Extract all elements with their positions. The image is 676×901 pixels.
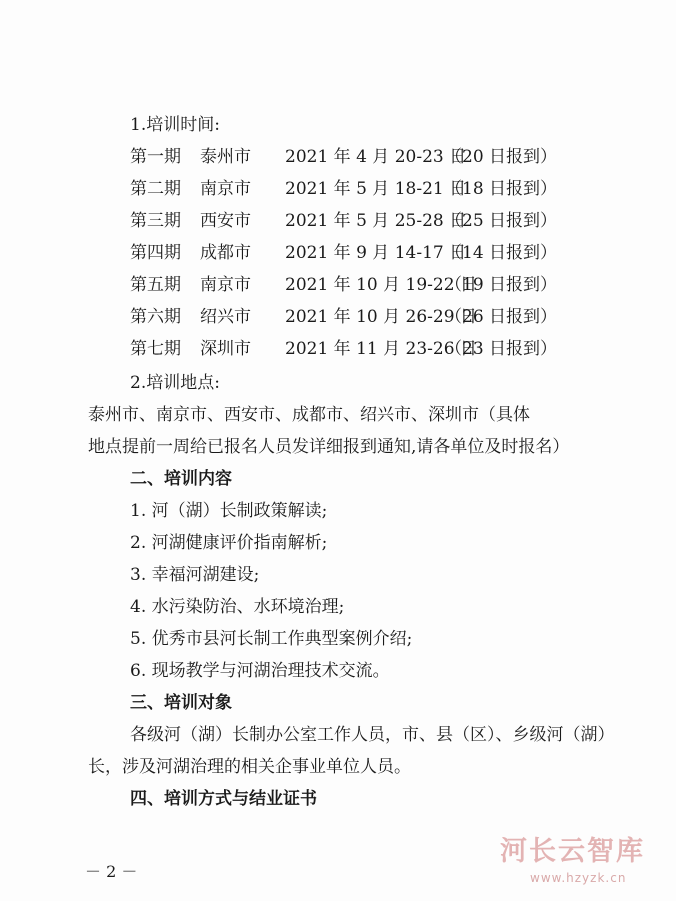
content-item: 4. 水污染防治、水环境治理; (130, 597, 345, 617)
schedule-period: 第二期 (130, 179, 181, 199)
content-item: 1. 河（湖）长制政策解读; (130, 501, 328, 521)
schedule-report-day: （18 日报到） (445, 179, 558, 199)
training-target-line-2: 长，涉及河湖治理的相关企事业单位人员。 (88, 757, 411, 777)
content-item: 5. 优秀市县河长制工作典型案例介绍; (130, 629, 413, 649)
schedule-row (0, 146, 676, 168)
schedule-report-day: （26 日报到） (445, 307, 558, 327)
training-time-heading: 1.培训时间: (130, 115, 220, 135)
content-item: 6. 现场教学与河湖治理技术交流。 (130, 661, 390, 681)
schedule-city: 成都市 (200, 243, 251, 263)
schedule-period: 第七期 (130, 339, 181, 359)
schedule-report-day: （20 日报到） (445, 147, 558, 167)
training-content-heading: 二、培训内容 (130, 469, 232, 489)
watermark-url: www.hzyzk.cn (530, 871, 627, 885)
schedule-city: 泰州市 (200, 147, 251, 167)
training-target-heading: 三、培训对象 (130, 693, 232, 713)
schedule-date: 2021 年 5 月 25-28 日 (285, 211, 467, 231)
training-place-line-1: 泰州市、南京市、西安市、成都市、绍兴市、深圳市（具体 (88, 405, 530, 425)
schedule-date: 2021 年 10 月 26-29 日 (285, 307, 477, 327)
schedule-row (0, 274, 676, 296)
training-place-heading: 2.培训地点: (130, 373, 220, 393)
training-place-line-2: 地点提前一周给已报名人员发详细报到通知,请各单位及时报名） (88, 437, 570, 457)
schedule-city: 南京市 (200, 179, 251, 199)
schedule-row (0, 242, 676, 264)
content-item: 3. 幸福河湖建设; (130, 565, 260, 585)
schedule-period: 第六期 (130, 307, 181, 327)
schedule-city: 绍兴市 (200, 307, 251, 327)
schedule-date: 2021 年 10 月 19-22 日 (285, 275, 477, 295)
schedule-row (0, 178, 676, 200)
schedule-report-day: （19 日报到） (445, 275, 558, 295)
training-method-heading: 四、培训方式与结业证书 (130, 789, 317, 809)
schedule-period: 第一期 (130, 147, 181, 167)
page-number: － 2 － (85, 862, 138, 881)
schedule-date: 2021 年 9 月 14-17 日 (285, 243, 467, 263)
schedule-row (0, 338, 676, 360)
schedule-report-day: （25 日报到） (445, 211, 558, 231)
watermark-logo-text: 河长云智库 (500, 836, 645, 867)
schedule-row (0, 306, 676, 328)
schedule-report-day: （23 日报到） (445, 339, 558, 359)
schedule-date: 2021 年 4 月 20-23 日 (285, 147, 467, 167)
schedule-city: 深圳市 (200, 339, 251, 359)
content-item: 2. 河湖健康评价指南解析; (130, 533, 328, 553)
schedule-date: 2021 年 11 月 23-26 日 (285, 339, 477, 359)
schedule-period: 第四期 (130, 243, 181, 263)
training-target-line-1: 各级河（湖）长制办公室工作人员，市、县（区）、乡级河（湖） (130, 725, 615, 745)
schedule-report-day: （14 日报到） (445, 243, 558, 263)
schedule-city: 南京市 (200, 275, 251, 295)
schedule-period: 第三期 (130, 211, 181, 231)
schedule-city: 西安市 (200, 211, 251, 231)
schedule-period: 第五期 (130, 275, 181, 295)
schedule-date: 2021 年 5 月 18-21 日 (285, 179, 467, 199)
schedule-row (0, 210, 676, 232)
